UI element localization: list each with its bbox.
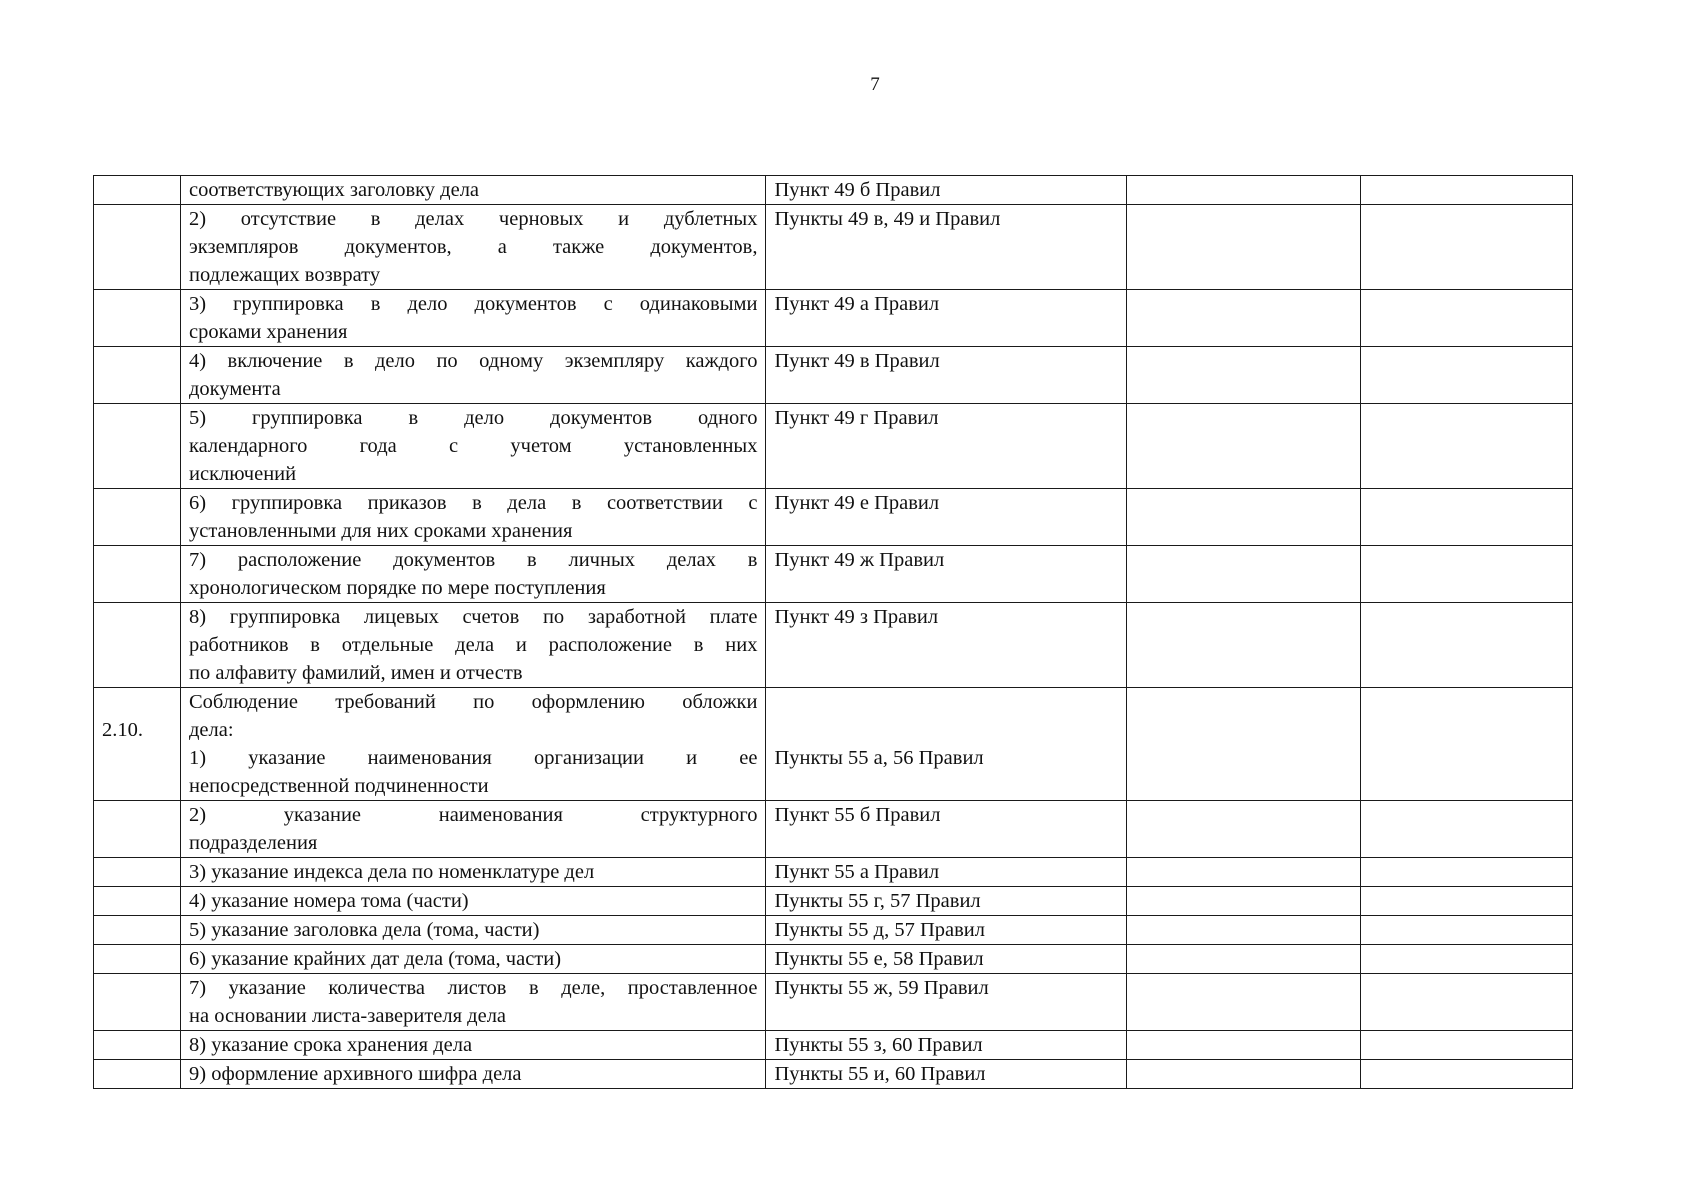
requirement-cell bbox=[181, 176, 766, 205]
regulation-reference-cell bbox=[766, 603, 1126, 688]
requirement-cell bbox=[181, 290, 766, 347]
item-number-cell bbox=[94, 603, 181, 688]
requirement-cell bbox=[181, 688, 766, 801]
empty-cell bbox=[1361, 1060, 1573, 1089]
requirement-cell bbox=[181, 205, 766, 290]
empty-cell bbox=[1126, 603, 1360, 688]
table-row bbox=[94, 489, 1573, 546]
item-number-cell bbox=[94, 546, 181, 603]
requirement-line: подразделения bbox=[189, 832, 318, 854]
empty-cell bbox=[1126, 1060, 1360, 1089]
requirement-line: 1) указание наименования организации и ее bbox=[189, 747, 758, 769]
regulation-reference-cell bbox=[766, 1060, 1126, 1089]
empty-cell bbox=[1361, 858, 1573, 887]
empty-cell bbox=[1126, 404, 1360, 489]
requirement-line: документа bbox=[189, 378, 281, 400]
regulation-reference-cell bbox=[766, 916, 1126, 945]
table-row bbox=[94, 176, 1573, 205]
requirement-cell bbox=[181, 974, 766, 1031]
regulation-reference: Пункты 55 д, 57 Правил bbox=[774, 919, 985, 941]
requirement-cell bbox=[181, 858, 766, 887]
item-number-cell bbox=[94, 974, 181, 1031]
requirement-line: работников в отдельные дела и расположение в них bbox=[189, 634, 758, 656]
item-number-cell bbox=[94, 404, 181, 489]
requirement-line: 9) оформление архивного шифра дела bbox=[189, 1063, 522, 1085]
empty-cell bbox=[1361, 1031, 1573, 1060]
empty-cell bbox=[1126, 916, 1360, 945]
requirement-line: 3) группировка в дело документов с одинаковыми bbox=[189, 293, 758, 315]
table-row bbox=[94, 858, 1573, 887]
table-row bbox=[94, 205, 1573, 290]
item-number-cell bbox=[94, 347, 181, 404]
empty-cell bbox=[1126, 489, 1360, 546]
regulation-reference-cell bbox=[766, 176, 1126, 205]
requirement-line: на основании листа-заверителя дела bbox=[189, 1005, 507, 1027]
regulation-reference-cell bbox=[766, 205, 1126, 290]
requirements-table bbox=[93, 175, 1573, 1089]
regulation-reference: Пункты 49 в, 49 и Правил bbox=[774, 208, 1001, 230]
regulation-reference-cell bbox=[766, 945, 1126, 974]
requirement-cell bbox=[181, 603, 766, 688]
empty-cell bbox=[1361, 347, 1573, 404]
requirement-cell bbox=[181, 945, 766, 974]
table-row bbox=[94, 404, 1573, 489]
empty-cell bbox=[1361, 489, 1573, 546]
requirement-cell bbox=[181, 404, 766, 489]
table-row bbox=[94, 801, 1573, 858]
requirement-line: экземпляров документов, а также документов, bbox=[189, 236, 758, 258]
empty-cell bbox=[1126, 887, 1360, 916]
empty-cell bbox=[1126, 945, 1360, 974]
requirement-cell bbox=[181, 1031, 766, 1060]
item-number-cell bbox=[94, 489, 181, 546]
empty-cell bbox=[1361, 176, 1573, 205]
requirement-line: 7) расположение документов в личных делах в bbox=[189, 549, 758, 571]
requirement-line: 7) указание количества листов в деле, проставленное bbox=[189, 977, 758, 999]
empty-cell bbox=[1126, 205, 1360, 290]
empty-cell bbox=[1126, 546, 1360, 603]
requirement-cell bbox=[181, 916, 766, 945]
empty-cell bbox=[1361, 603, 1573, 688]
table-row bbox=[94, 945, 1573, 974]
table-row bbox=[94, 546, 1573, 603]
requirement-line: 4) указание номера тома (части) bbox=[189, 890, 469, 912]
table-row bbox=[94, 916, 1573, 945]
empty-cell bbox=[1126, 290, 1360, 347]
empty-cell bbox=[1361, 945, 1573, 974]
item-number-cell bbox=[94, 801, 181, 858]
empty-cell bbox=[1361, 688, 1573, 801]
empty-cell bbox=[1361, 974, 1573, 1031]
table-row bbox=[94, 887, 1573, 916]
empty-cell bbox=[1361, 290, 1573, 347]
empty-cell bbox=[1126, 347, 1360, 404]
regulation-reference-cell bbox=[766, 974, 1126, 1031]
empty-cell bbox=[1126, 974, 1360, 1031]
table-row bbox=[94, 974, 1573, 1031]
item-number-cell bbox=[94, 176, 181, 205]
item-number-cell bbox=[94, 1060, 181, 1089]
item-number-cell bbox=[94, 1031, 181, 1060]
requirement-line: непосредственной подчиненности bbox=[189, 775, 489, 797]
requirement-line: исключений bbox=[189, 463, 297, 485]
regulation-reference: Пункт 49 б Правил bbox=[774, 179, 941, 201]
empty-cell bbox=[1361, 801, 1573, 858]
item-number-cell bbox=[94, 916, 181, 945]
requirement-cell bbox=[181, 347, 766, 404]
requirement-line: подлежащих возврату bbox=[189, 264, 381, 286]
regulation-reference: Пункты 55 з, 60 Правил bbox=[774, 1034, 983, 1056]
regulation-reference-cell bbox=[766, 1031, 1126, 1060]
requirement-line: календарного года с учетом установленных bbox=[189, 435, 758, 457]
requirement-line: соответствующих заголовку дела bbox=[189, 179, 480, 201]
regulation-reference-cell bbox=[766, 489, 1126, 546]
requirement-line: 2) указание наименования структурного bbox=[189, 804, 758, 826]
table-row bbox=[94, 688, 1573, 801]
empty-cell bbox=[1126, 176, 1360, 205]
regulation-reference: Пункт 49 з Правил bbox=[774, 606, 939, 628]
regulation-reference-cell bbox=[766, 404, 1126, 489]
table-row bbox=[94, 290, 1573, 347]
requirement-line: дела: bbox=[189, 719, 234, 741]
table-row bbox=[94, 603, 1573, 688]
regulation-reference: Пункты 55 е, 58 Правил bbox=[774, 948, 984, 970]
empty-cell bbox=[1126, 688, 1360, 801]
requirement-line: 6) указание крайних дат дела (тома, части) bbox=[189, 948, 562, 970]
regulation-reference: Пункт 55 а Правил bbox=[774, 861, 940, 883]
empty-cell bbox=[1126, 801, 1360, 858]
item-number-cell bbox=[94, 205, 181, 290]
requirement-line: 3) указание индекса дела по номенклатуре дел bbox=[189, 861, 595, 883]
requirement-cell bbox=[181, 887, 766, 916]
requirement-line: сроками хранения bbox=[189, 321, 348, 343]
empty-cell bbox=[1361, 404, 1573, 489]
regulation-reference: Пункты 55 а, 56 Правил bbox=[774, 747, 984, 769]
regulation-reference: Пункт 49 ж Правил bbox=[774, 549, 945, 571]
requirement-line: 5) указание заголовка дела (тома, части) bbox=[189, 919, 540, 941]
requirement-line: установленными для них сроками хранения bbox=[189, 520, 573, 542]
regulation-reference-cell bbox=[766, 347, 1126, 404]
requirement-line: хронологическом порядке по мере поступления bbox=[189, 577, 606, 599]
item-number: 2.10. bbox=[102, 719, 143, 741]
requirement-line: 5) группировка в дело документов одного bbox=[189, 407, 758, 429]
regulation-reference-cell bbox=[766, 887, 1126, 916]
empty-cell bbox=[1361, 916, 1573, 945]
requirement-cell bbox=[181, 801, 766, 858]
regulation-reference: Пункт 49 в Правил bbox=[774, 350, 940, 372]
item-number-cell bbox=[94, 945, 181, 974]
requirement-line: 6) группировка приказов в дела в соответствии с bbox=[189, 492, 758, 514]
regulation-reference: Пункты 55 и, 60 Правил bbox=[774, 1063, 986, 1085]
regulation-reference: Пункты 55 г, 57 Правил bbox=[774, 890, 981, 912]
table-row bbox=[94, 1031, 1573, 1060]
item-number-cell bbox=[94, 887, 181, 916]
requirement-cell bbox=[181, 489, 766, 546]
empty-cell bbox=[1361, 887, 1573, 916]
regulation-reference: Пункт 49 г Правил bbox=[774, 407, 939, 429]
item-number-cell bbox=[94, 290, 181, 347]
page-number: 7 bbox=[870, 74, 880, 95]
empty-cell bbox=[1126, 858, 1360, 887]
table-row bbox=[94, 1060, 1573, 1089]
requirement-line: 4) включение в дело по одному экземпляру каждого bbox=[189, 350, 758, 372]
regulation-reference-cell bbox=[766, 858, 1126, 887]
requirement-line: Соблюдение требований по оформлению обложки bbox=[189, 691, 758, 713]
empty-cell bbox=[1126, 1031, 1360, 1060]
requirement-cell bbox=[181, 1060, 766, 1089]
regulation-reference: Пункт 49 е Правил bbox=[774, 492, 940, 514]
regulation-reference-cell bbox=[766, 688, 1126, 801]
item-number-cell bbox=[94, 688, 181, 801]
regulation-reference: Пункт 49 а Правил bbox=[774, 293, 940, 315]
requirement-cell bbox=[181, 546, 766, 603]
regulation-reference-cell bbox=[766, 290, 1126, 347]
requirement-line: 8) указание срока хранения дела bbox=[189, 1034, 473, 1056]
requirement-line: 2) отсутствие в делах черновых и дублетных bbox=[189, 208, 758, 230]
table-row bbox=[94, 347, 1573, 404]
requirement-line: по алфавиту фамилий, имен и отчеств bbox=[189, 662, 523, 684]
regulation-reference-cell bbox=[766, 546, 1126, 603]
requirement-line: 8) группировка лицевых счетов по заработной плате bbox=[189, 606, 758, 628]
table-body bbox=[94, 176, 1573, 1089]
item-number-cell bbox=[94, 858, 181, 887]
regulation-reference-cell bbox=[766, 801, 1126, 858]
empty-cell bbox=[1361, 546, 1573, 603]
regulation-reference: Пункт 55 б Правил bbox=[774, 804, 941, 826]
empty-cell bbox=[1361, 205, 1573, 290]
regulation-reference: Пункты 55 ж, 59 Правил bbox=[774, 977, 989, 999]
